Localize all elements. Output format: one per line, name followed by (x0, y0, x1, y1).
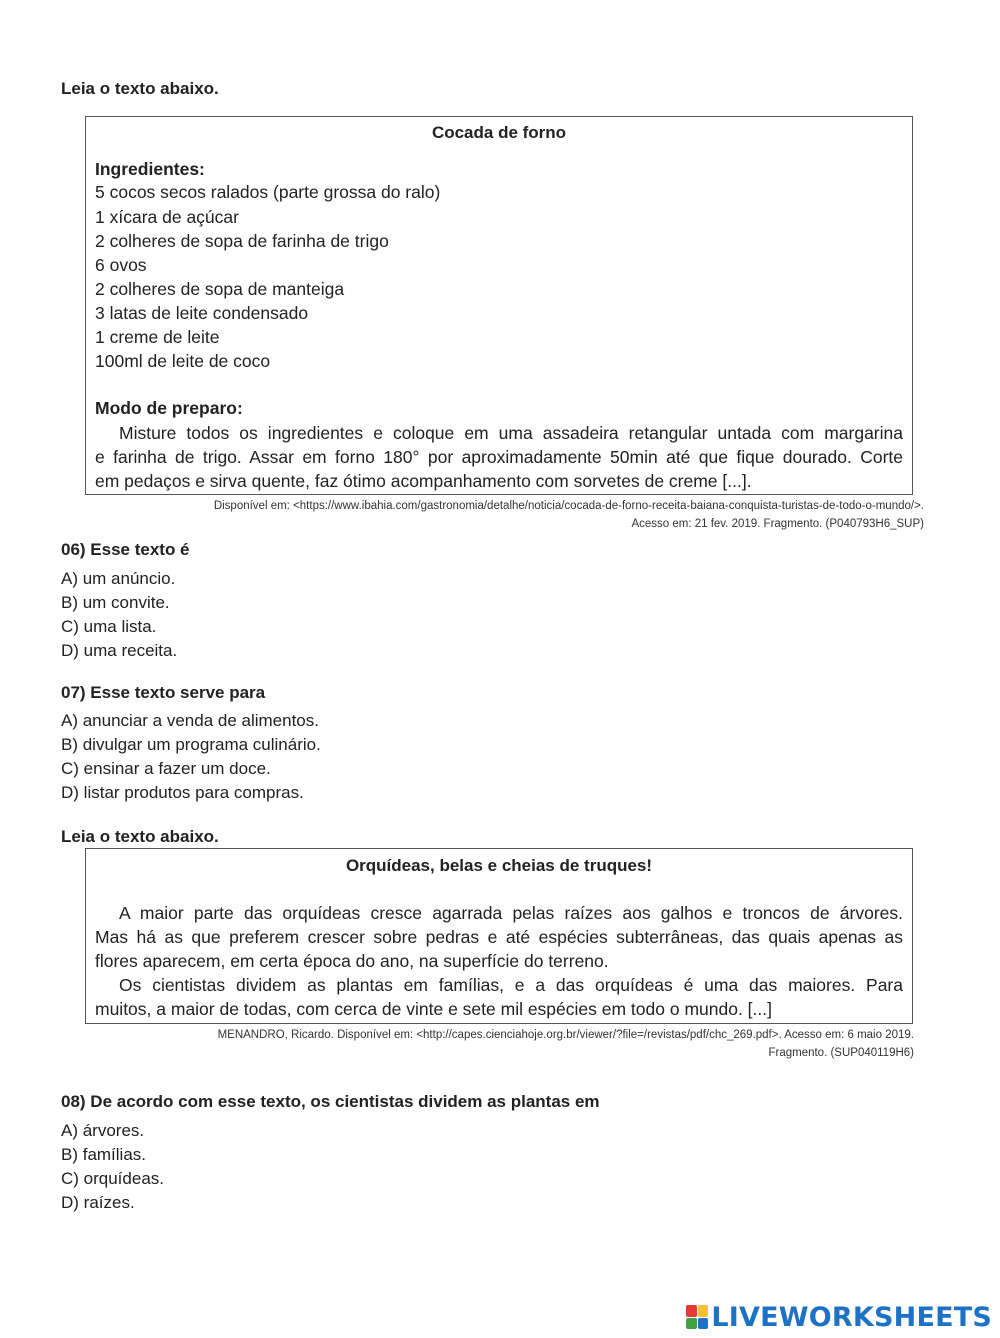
orchids-title: Orquídeas, belas e cheias de truques! (345, 856, 653, 875)
answer-option-a[interactable]: A) um anúncio. (61, 569, 176, 588)
answer-option-d[interactable]: D) uma receita. (61, 641, 178, 660)
question-08: 08) De acordo com esse texto, os cientistas dividem as plantas em (61, 1092, 600, 1111)
instruction-read-text: Leia o texto abaixo. (61, 79, 219, 98)
ingredient-item: 2 colheres de sopa de farinha de trigo (95, 231, 389, 251)
answer-option-c[interactable]: C) orquídeas. (61, 1169, 164, 1188)
answer-option-c[interactable]: C) ensinar a fazer um doce. (61, 759, 271, 778)
orchids-fragment: Fragmento. (SUP040119H6) (768, 1047, 914, 1059)
answer-option-b[interactable]: B) famílias. (61, 1145, 147, 1164)
answer-option-d[interactable]: D) listar produtos para compras. (61, 783, 304, 802)
brand-logo[interactable] (686, 1303, 992, 1331)
orchids-line: muitos, a maior de todas, com cerca de vinte e sete mil espécies em todo o mundo. [...] (95, 999, 772, 1019)
method-line: em pedaços e sirva quente, faz ótimo acompanhamento com sorvetes de creme [...]. (95, 471, 752, 491)
orchids-line: Os cientistas dividem as plantas em famílias, e a das orquídeas é uma das maiores. Para (119, 975, 903, 995)
method-heading: Modo de preparo: (95, 398, 243, 418)
ingredient-item: 1 creme de leite (95, 327, 220, 347)
instruction-read-text: Leia o texto abaixo. (61, 827, 219, 846)
orchids-line: Mas há as que preferem crescer sobre pedras e até espécies subterrâneas, das quais apenas as (95, 927, 903, 947)
recipe-source: Disponível em: <https://www.ibahia.com/gastronomia/detalhe/noticia/cocada-de-forno-receita-baiana-conquista-turistas-de-todo-o-mundo/>. (213, 500, 924, 512)
ingredient-item: 2 colheres de sopa de manteiga (95, 279, 345, 299)
liveworksheets-logo-icon (686, 1305, 708, 1329)
question-06: 06) Esse texto é (61, 540, 190, 559)
orchids-source: MENANDRO, Ricardo. Disponível em: <http://capes.cienciahoje.org.br/viewer/?file=/revistas/pdf/chc_269.pdf>. Acesso em: 6 maio 2019. (217, 1029, 914, 1041)
answer-option-a[interactable]: A) árvores. (61, 1121, 145, 1140)
ingredient-item: 3 latas de leite condensado (95, 303, 309, 323)
ingredients-heading: Ingredientes: (95, 159, 205, 179)
brand-name: LIVEWORKSHEETS (711, 1301, 992, 1333)
answer-option-c[interactable]: C) uma lista. (61, 617, 157, 636)
answer-option-d[interactable]: D) raízes. (61, 1193, 135, 1212)
method-line: e farinha de trigo. Assar em forno 180° por aproximadamente 50min até que fique dourado. Corte (95, 447, 903, 467)
recipe-title: Cocada de forno (431, 123, 567, 142)
answer-option-b[interactable]: B) divulgar um programa culinário. (61, 735, 321, 754)
answer-option-a[interactable]: A) anunciar a venda de alimentos. (61, 711, 319, 730)
recipe-access-date: Acesso em: 21 fev. 2019. Fragmento. (P040793H6_SUP) (631, 518, 924, 530)
ingredient-item: 1 xícara de açúcar (95, 207, 239, 227)
answer-option-b[interactable]: B) um convite. (61, 593, 170, 612)
orchids-line: A maior parte das orquídeas cresce agarrada pelas raízes aos galhos e troncos de árvores. (119, 903, 903, 923)
ingredient-item: 6 ovos (95, 255, 147, 275)
method-line: Misture todos os ingredientes e coloque em uma assadeira retangular untada com margarina (119, 423, 903, 443)
orchids-line: flores aparecem, em certa época do ano, na superfície do terreno. (95, 951, 609, 971)
ingredient-item: 100ml de leite de coco (95, 351, 271, 371)
question-07: 07) Esse texto serve para (61, 683, 266, 702)
ingredient-item: 5 cocos secos ralados (parte grossa do ralo) (95, 182, 441, 202)
